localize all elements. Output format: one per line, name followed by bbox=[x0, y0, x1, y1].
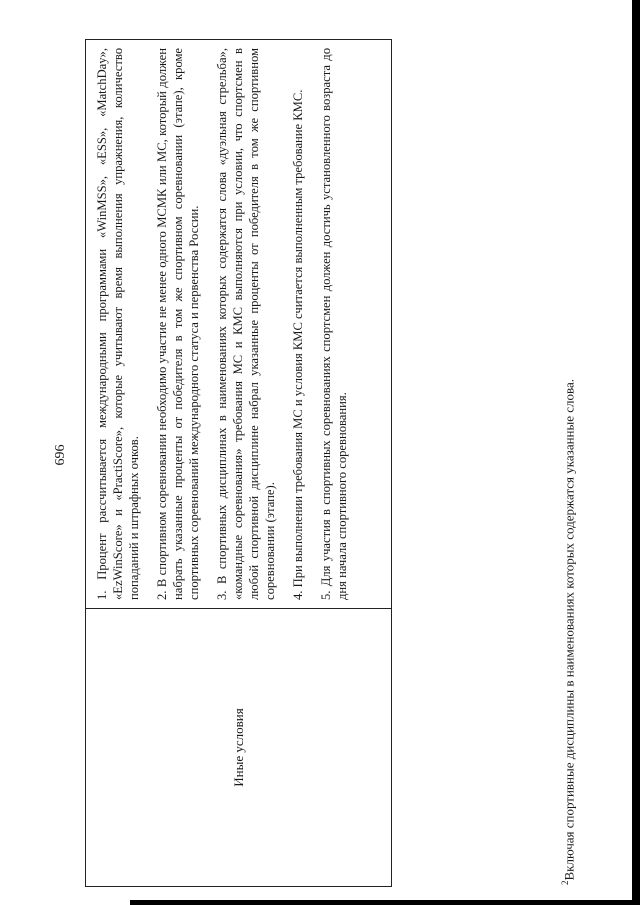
table-label-cell bbox=[86, 608, 391, 886]
condition-3: 3. В спортивных дисциплинах в наименованиях которых содержатся слова «дуэльная стрельба», «командные соревнования» требования МС и КМС выполняются при условии, что спортсмен в любой спортивной дисциплине набрал указанные проценты от победителя в том же спортивном соревновании (этапе). bbox=[215, 48, 277, 600]
table-label: Иные условия bbox=[230, 708, 246, 787]
condition-4: 4. При выполнении требования МС и условия КМС считается выполненным требование КМС. bbox=[291, 89, 305, 600]
page-number: 696 bbox=[53, 444, 68, 466]
condition-2: 2. В спортивном соревновании необходимо участие не менее одного МСМК или МС, который должен набрать указанные проценты от победителя в том же спортивном соревновании (этапе), кроме спортивных соревнований международного статуса и первенства России. bbox=[155, 48, 201, 600]
condition-1: 1. Процент рассчитывается международными программами «WinMSS», «ESS», «MatchDay», «EzWinScore» и «PractiScore», которые учитывают время выполнения упражнения, количество попаданий и штрафных очков. bbox=[95, 48, 141, 600]
table-content-cell bbox=[86, 40, 391, 608]
footnote bbox=[560, 285, 577, 885]
footnote-text: Включая спортивные дисциплины в наименованиях которых содержатся указанные слова. bbox=[561, 379, 577, 881]
footnote-marker: 2 bbox=[560, 880, 570, 885]
conditions-table bbox=[85, 39, 392, 887]
condition-5: 5. Для участия в спортивных соревнованиях спортсмен должен достичь установленного возраста до дня начала спортивного соревнования. bbox=[319, 48, 349, 600]
